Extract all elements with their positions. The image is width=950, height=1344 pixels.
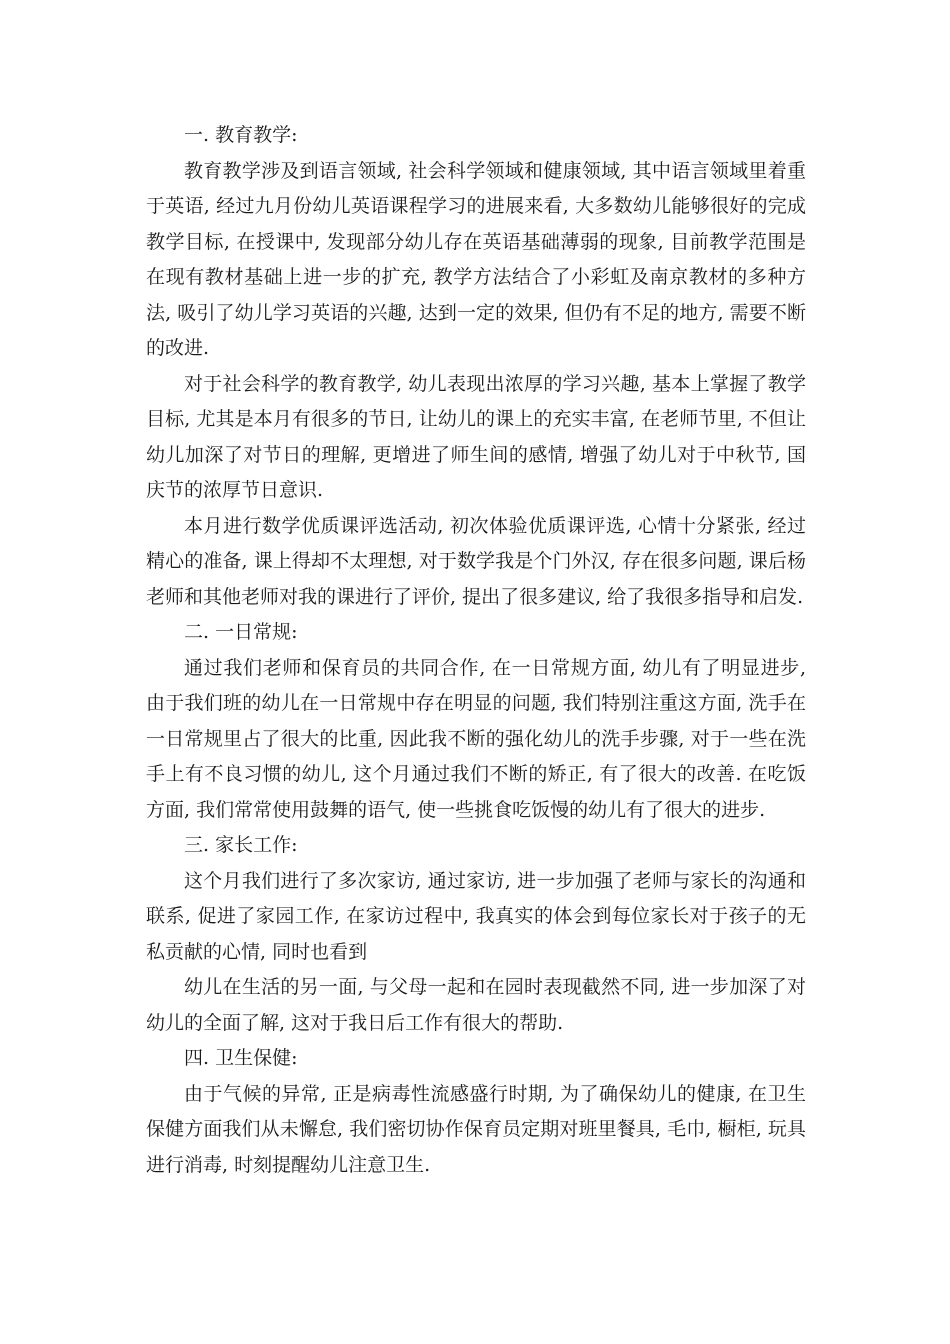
paragraph-home-visits-continued: 幼儿在生活的另一面, 与父母一起和在园时表现截然不同, 进一步加深了对幼儿的全面了解, 这对于我日后工作有很大的帮助.: [146, 976, 806, 1034]
section-heading-parent-work: 三. 家长工作:: [184, 834, 298, 856]
document-body: [146, 118, 806, 1183]
paragraph-home-visits: 这个月我们进行了多次家访, 通过家访, 进一步加强了老师与家长的沟通和联系, 促进了家园工作, 在家访过程中, 我真实的体会到每位家长对于孩子的无私贡献的心情, 同时也看到: [146, 869, 806, 963]
section-heading-health: 四. 卫生保健:: [184, 1047, 298, 1069]
paragraph-daily-routine: 通过我们老师和保育员的共同合作, 在一日常规方面, 幼儿有了明显进步, 由于我们班的幼儿在一日常规中存在明显的问题, 我们特别注重这方面, 洗手在一日常规里占了很大的比重, 因此我不断的强化幼儿的洗手步骤, 对于一些在洗手上有不良习惯的幼儿, 这个月通过我们不断的矫正, 有了很大的改善. 在吃饭方面, 我们常常使用鼓舞的语气, 使一些挑食吃饭慢的幼儿有了很大的进步.: [146, 656, 806, 821]
paragraph-health: 由于气候的异常, 正是病毒性流感盛行时期, 为了确保幼儿的健康, 在卫生保健方面我们从未懈怠, 我们密切协作保育员定期对班里餐具, 毛巾, 橱柜, 玩具进行消毒, 时刻提醒幼儿注意卫生.: [146, 1082, 806, 1176]
paragraph-social-science: 对于社会科学的教育教学, 幼儿表现出浓厚的学习兴趣, 基本上掌握了教学目标, 尤其是本月有很多的节日, 让幼儿的课上的充实丰富, 在老师节里, 不但让幼儿加深了对节日的理解, 更增进了师生间的感情, 增强了幼儿对于中秋节, 国庆节的浓厚节日意识.: [146, 372, 806, 501]
paragraph-language-domain: 教育教学涉及到语言领域, 社会科学领域和健康领域, 其中语言领域里着重于英语, 经过九月份幼儿英语课程学习的进展来看, 大多数幼儿能够很好的完成教学目标, 在授课中, 发现部分幼儿存在英语基础薄弱的现象, 目前教学范围是在现有教材基础上进一步的扩充, 教学方法结合了小彩虹及南京教材的多种方法, 吸引了幼儿学习英语的兴趣, 达到一定的效果, 但仍有不足的地方, 需要不断的改进.: [146, 159, 806, 359]
section-heading-daily-routine: 二. 一日常规:: [184, 621, 298, 643]
section-heading-education: 一. 教育教学:: [184, 124, 298, 146]
paragraph-math-lesson: 本月进行数学优质课评选活动, 初次体验优质课评选, 心情十分紧张, 经过精心的准备, 课上得却不太理想, 对于数学我是个门外汉, 存在很多问题, 课后杨老师和其他老师对我的课进行了评价, 提出了很多建议, 给了我很多指导和启发.: [146, 514, 806, 608]
